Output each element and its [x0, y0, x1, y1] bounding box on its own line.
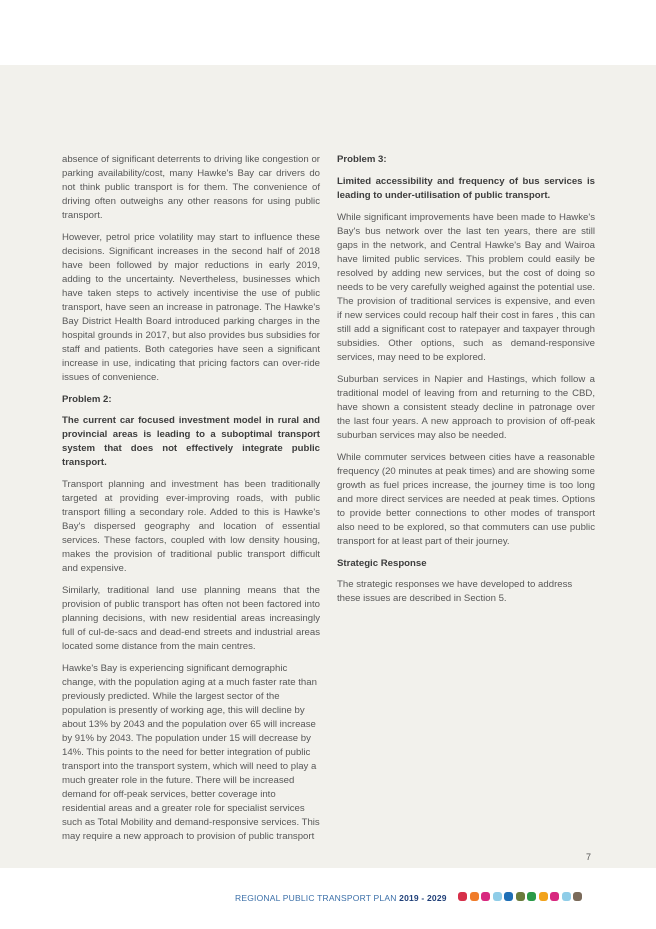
color-dot-2	[470, 892, 479, 901]
footer-title-text: REGIONAL PUBLIC TRANSPORT PLAN	[235, 893, 397, 903]
color-dot-7	[527, 892, 536, 901]
problem-2-statement: The current car focused investment model in rural and provincial areas is leading to a suboptimal transport system that does not effectively integrate public transport.	[62, 415, 320, 468]
right-paragraph-3: While commuter services between cities have a reasonable frequency (20 minutes at peak times) and are showing some growth as fuel prices increase, the journey time is too long and more direct services are needed at peak times. Options to provide better connections to other modes of transport also need to be explored, so that commuters can use public transport for at least part of their journey.	[337, 452, 595, 547]
footer-title	[235, 893, 447, 903]
footer-years: 2019 - 2029	[399, 893, 447, 903]
strategic-response-heading: Strategic Response	[337, 558, 427, 569]
left-paragraph-3: Transport planning and investment has been traditionally targeted at providing ever-improving roads, with public transport filling a secondary role. Added to this is Hawke's Bay's dispersed geography and location of essential services. These factors, coupled with low density housing, makes the provision of traditional public transport difficult and expensive.	[62, 479, 320, 574]
left-paragraph-4: Similarly, traditional land use planning means that the provision of public transport has often not been factored into planning decisions, with new residential areas increasingly full of cul-de-sacs and dead-end streets and industrial areas located some distance from the main centres.	[62, 585, 320, 652]
color-dot-10	[562, 892, 571, 901]
problem-2-heading: Problem 2:	[62, 394, 112, 405]
color-dot-5	[504, 892, 513, 901]
problem-3-statement: Limited accessibility and frequency of bus services is leading to under-utilisation of public transport.	[337, 176, 595, 201]
color-dot-3	[481, 892, 490, 901]
left-column	[62, 153, 320, 852]
left-paragraph-1: absence of significant deterrents to driving like congestion or parking availability/cost, many Hawke's Bay car drivers do not think public transport is for them. The convenience of driving often outweighs any other reasons for using public transport.	[62, 154, 320, 221]
color-dot-11	[573, 892, 582, 901]
problem-3-heading: Problem 3:	[337, 154, 387, 165]
color-dot-4	[493, 892, 502, 901]
color-dot-8	[539, 892, 548, 901]
right-paragraph-1: While significant improvements have been made to Hawke's Bay's bus network over the last ten years, there are still gaps in the network, and Central Hawke's Bay and Wairoa have limited public services. This problem could easily be resolved by adding new services, but the cost of doing so needs to be very carefully weighed against the potential use. The provision of traditional services is expensive, and even if new services could recoup half their cost in fares , this can still add a significant cost to ratepayer and taxpayer through subsidies. Other options, such as demand-responsive services, may need to be explored.	[337, 212, 595, 363]
right-paragraph-2: Suburban services in Napier and Hastings, which follow a traditional model of leaving from and returning to the CBD, have shown a consistent steady decline in patronage over the last four years. A new approach to provision of off-peak suburban services may also be needed.	[337, 374, 595, 441]
color-dot-9	[550, 892, 559, 901]
page-number: 7	[586, 852, 592, 862]
footer	[0, 868, 656, 929]
color-dot-1	[458, 892, 467, 901]
color-dots	[458, 892, 582, 902]
left-paragraph-5: Hawke's Bay is experiencing significant demographic change, with the population aging at a much faster rate than previously predicted. While the largest sector of the population is presently of working age, this will decline by about 13% by 2043 and the population over 65 will increase by 91% by 2043. The population under 15 will decrease by 14%. This points to the need for better integration of public transport into the transport system, which will need to play a much greater role in the future. There will be increased demand for off-peak services, better coverage into residential areas and a greater role for specialist services such as Total Mobility and demand-responsive services. This may require a new approach to provision of public transport	[62, 663, 320, 842]
color-dot-6	[516, 892, 525, 901]
left-paragraph-2: However, petrol price volatility may start to influence these decisions. Significant increases in the second half of 2018 have been followed by major reductions in early 2019, adding to the uncertainty. Nevertheless, businesses which have taken steps to actively incentivise the use of public transport, have seen an increase in patronage. The Hawke's Bay District Health Board introduced parking charges in the hospital grounds in 2017, but also provides bus subsidies for staff and patients. Both categories have seen a significant increase in use, indicating that pricing factors can over-ride issues of convenience.	[62, 232, 320, 383]
right-paragraph-4: The strategic responses we have developed to address these issues are described in Section 5.	[337, 579, 573, 604]
right-column	[337, 153, 595, 614]
